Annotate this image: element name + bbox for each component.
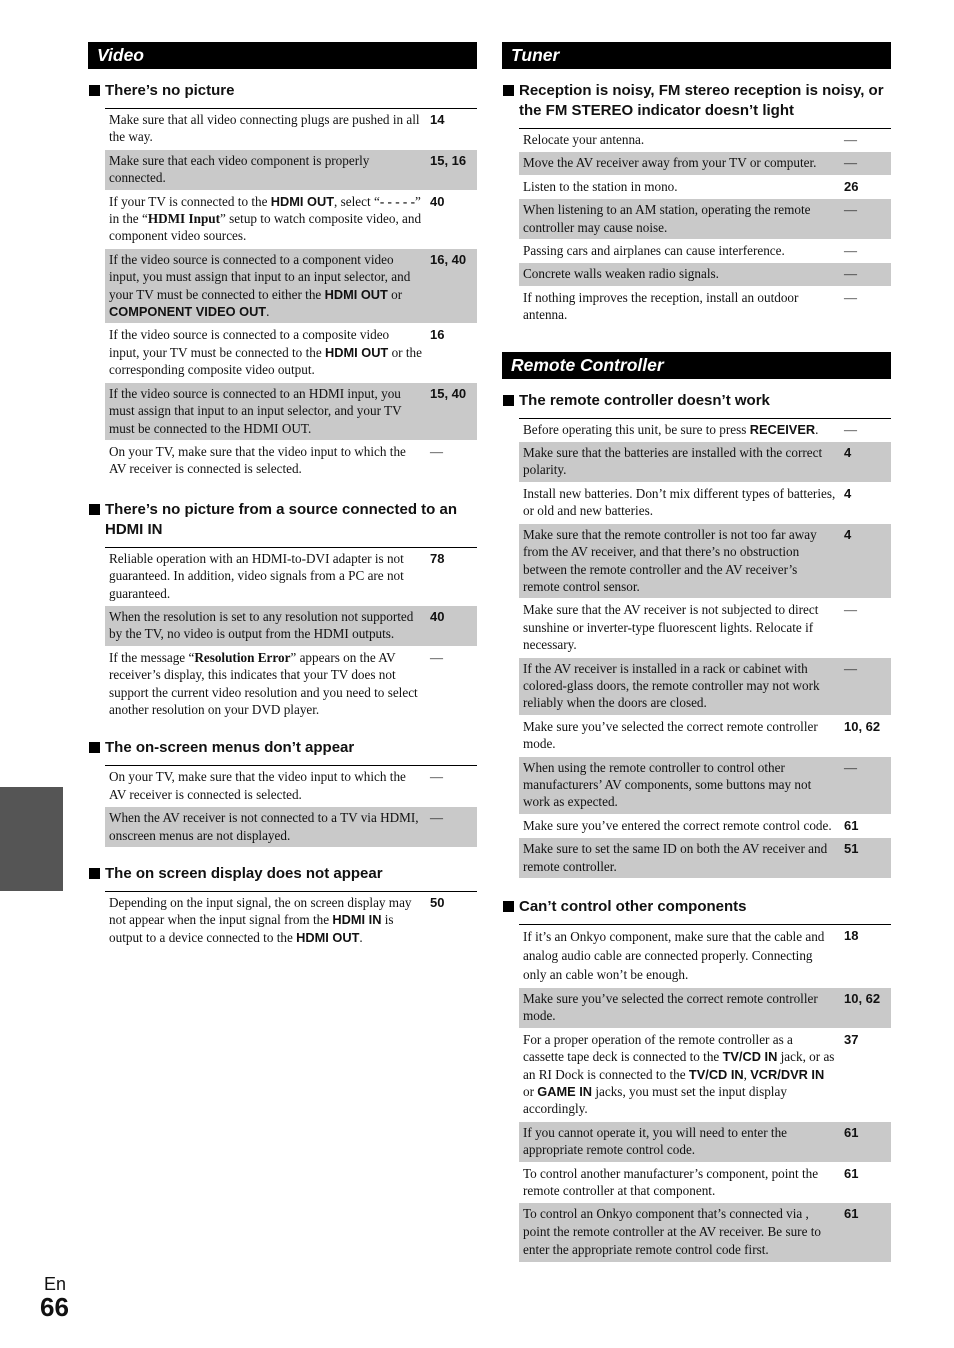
table-row: Before operating this unit, be sure to press RECEIVER. — [519,419,891,442]
tuner-section-title: Tuner [502,42,891,69]
subheading: There’s no picture [88,81,477,101]
table-row: If the video source is connected to a composite video input, your TV must be connected to the HDMI OUT or the corresponding composite video output. 16 [105,324,477,382]
table-row: If the video source is connected to a component video input, you must assign that input to an input selector, and your TV must be connected to either the HDMI OUT or COMPONENT VIDEO OUT. 16, 40 [105,249,477,325]
table-row: Relocate your antenna. — [519,129,891,152]
table-row: Make sure that the batteries are installed with the correct polarity. 4 [519,442,891,483]
table-row: Make sure that the AV receiver is not subjected to direct sunshine or inverter-type fluorescent lights. Relocate if necessary. — [519,599,891,657]
video-section-title: Video [88,42,477,69]
square-bullet-icon [89,504,100,515]
table-row: On your TV, make sure that the video input to which the AV receiver is connected is selected. — [105,441,477,482]
table-row: When the resolution is set to any resolution not supported by the TV, no video is output from the HDMI outputs. 40 [105,606,477,647]
left-column [88,42,477,950]
table-row: On your TV, make sure that the video input to which the AV receiver is connected is selected. — [105,766,477,807]
subheading: The on screen display does not appear [88,864,477,884]
table-row: To control an Onkyo component that’s connected via , point the remote controller at the AV receiver. Be sure to enter the appropriate remote control code first. 61 [519,1203,891,1263]
table-row: If the AV receiver is installed in a rack or cabinet with colored-glass doors, the remote controller may not work reliably when the doors are closed. — [519,658,891,716]
subheading: There’s no picture from a source connected to an HDMI IN [88,500,477,540]
troubleshooting-table [519,924,891,1263]
troubleshooting-table [105,891,477,950]
subheading: The on-screen menus don’t appear [88,738,477,758]
table-row: If nothing improves the reception, install an outdoor antenna. — [519,287,891,328]
table-row: Make sure you’ve entered the correct remote control code. 61 [519,815,891,838]
troubleshooting-table [105,547,477,723]
table-row: If the video source is connected to an HDMI input, you must assign that input to an input selector, and your TV must be connected to the HDMI OUT. 15, 40 [105,383,477,441]
square-bullet-icon [89,868,100,879]
page-number: 66 [40,1292,69,1322]
table-row: Make sure to set the same ID on both the AV receiver and remote controller. 51 [519,838,891,879]
square-bullet-icon [89,85,100,96]
table-row: Make sure you’ve selected the correct remote controller mode. 10, 62 [519,716,891,757]
troubleshooting-table [105,765,477,848]
troubleshooting-table [519,418,891,879]
table-row: If the message “Resolution Error” appears on the AV receiver’s display, this indicates that your TV does not support the current video resolution and you need to select another resolution on your DVD player. — [105,647,477,723]
subheading: Can’t control other components [502,897,891,917]
page-language: En [44,1274,67,1294]
square-bullet-icon [503,901,514,912]
table-row: When the AV receiver is not connected to a TV via HDMI, onscreen menus are not displayed. — [105,807,477,848]
square-bullet-icon [503,85,514,96]
table-row: When listening to an AM station, operating the remote controller may cause noise. — [519,199,891,240]
table-row: Passing cars and airplanes can cause interference. — [519,240,891,263]
table-row: Concrete walls weaken radio signals. — [519,263,891,286]
square-bullet-icon [503,395,514,406]
table-row: Make sure that all video connecting plugs are pushed in all the way. 14 [105,109,477,150]
table-row: Move the AV receiver away from your TV or computer. — [519,152,891,175]
table-row: If it’s an Onkyo component, make sure that the cable and analog audio cable are connected properly. Connecting only an cable won’t be enough. 18 [519,925,891,988]
table-row: Listen to the station in mono. 26 [519,176,891,199]
troubleshooting-table [519,128,891,328]
table-row: To control another manufacturer’s component, point the remote controller at that component. 61 [519,1163,891,1204]
right-column [502,42,891,1263]
subheading: Reception is noisy, FM stereo reception is noisy, or the FM STEREO indicator doesn’t light [502,81,891,121]
square-bullet-icon [89,742,100,753]
table-row: For a proper operation of the remote controller as a cassette tape deck is connected to the TV/CD IN jack, or as an RI Dock is connected to the TV/CD IN, VCR/DVR IN or GAME IN jacks, you must set the input display accordingly. 37 [519,1029,891,1122]
table-row: Make sure you’ve selected the correct remote controller mode. 10, 62 [519,988,891,1029]
table-row: Reliable operation with an HDMI-to-DVI adapter is not guaranteed. In addition, video signals from a PC are not guaranteed. 78 [105,548,477,606]
subheading: The remote controller doesn’t work [502,391,891,411]
table-row: When using the remote controller to control other manufacturers’ AV components, some buttons may not work as expected. — [519,757,891,815]
chapter-side-tab [0,787,63,891]
remote-section-title: Remote Controller [502,352,891,379]
table-row: Depending on the input signal, the on screen display may not appear when the input signal from the HDMI IN is output to a device connected to the HDMI OUT. 50 [105,892,477,950]
table-row: Make sure that the remote controller is not too far away from the AV receiver, and that there’s no obstruction between the remote controller and the AV receiver’s remote control sensor. 4 [519,524,891,600]
table-row: If you cannot operate it, you will need to enter the appropriate remote control code. 61 [519,1122,891,1163]
table-row: Install new batteries. Don’t mix different types of batteries, or old and new batteries. 4 [519,483,891,524]
table-row: Make sure that each video component is properly connected. 15, 16 [105,150,477,191]
table-row: If your TV is connected to the HDMI OUT, select “- - - - -” in the “HDMI Input” setup to watch composite video, and component video sources. 40 [105,191,477,249]
troubleshooting-table [105,108,477,482]
